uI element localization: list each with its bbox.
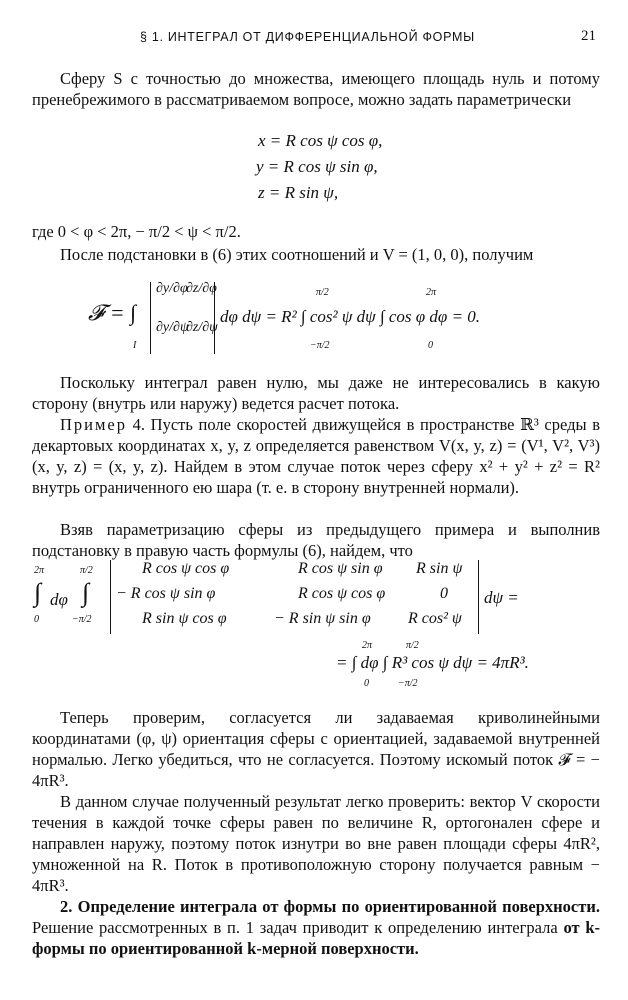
eq2-m13: R sin ψ bbox=[416, 560, 463, 577]
paragraph-substitution: После подстановки в (6) этих соотношений и V = (1, 0, 0), получим bbox=[60, 245, 534, 264]
eq1-det-cell-4: ∂z/∂ψ bbox=[186, 320, 218, 335]
eq2-outer-lower: 0 bbox=[34, 614, 39, 625]
example-4-text: 4. Пусть поле скоростей движущейся в пространстве ℝ³ среды в декартовых координатах x, y, z определяется равенством V(x, y, z) = (V¹, V², V³)(x, y, z) = (x, y, z). Найдем в этом случае поток через сферу x² + y² + z² = R² внутрь ограниченного ею шара (т. е. в сторону внутренней нормали). bbox=[32, 415, 600, 497]
eq1-det-cell-3: ∂y/∂ψ bbox=[156, 320, 189, 335]
eq2-inner-lower: −π/2 bbox=[72, 614, 92, 625]
eq1-int1-upper: π/2 bbox=[316, 287, 329, 298]
eq2-l2-lower2: −π/2 bbox=[398, 678, 418, 689]
eq2-det-right-bar bbox=[478, 560, 479, 634]
eq1-int2-lower: 0 bbox=[428, 340, 433, 351]
eq2-tail: dψ = bbox=[484, 588, 519, 607]
eq2-m12: R cos ψ sin φ bbox=[298, 560, 383, 577]
page-header bbox=[0, 28, 628, 48]
paragraph-orientation-check: Теперь проверим, согласуется ли задаваемая криволинейными координатами (φ, ψ) ориентация сферы с ориентацией, задаваемой внутренней нормалью. Легко убедиться, что не согласуется. Поэтому искомый поток 𝓕 = − 4πR³. bbox=[32, 708, 600, 790]
eq2-m31: R sin ψ cos φ bbox=[142, 610, 227, 627]
eq2-m23: 0 bbox=[440, 585, 448, 602]
param-eq-z: z = R sin ψ, bbox=[258, 183, 339, 202]
eq2-dphi: dφ bbox=[50, 590, 68, 609]
parameter-domain: где 0 < φ < 2π, − π/2 < ψ < π/2. bbox=[32, 222, 241, 241]
example-label: Пример bbox=[60, 415, 128, 434]
eq2-m33: R cos² ψ bbox=[408, 610, 462, 627]
eq2-m11: R cos ψ cos φ bbox=[142, 560, 230, 577]
eq1-det-cell-1: ∂y/∂φ bbox=[156, 281, 188, 296]
eq2-l2-upper2: π/2 bbox=[406, 640, 419, 651]
eq2-l2-upper1: 2π bbox=[362, 640, 373, 651]
paragraph-example-4 bbox=[32, 414, 600, 498]
running-title: § 1. ИНТЕГРАЛ ОТ ДИФФЕРЕНЦИАЛЬНОЙ ФОРМЫ bbox=[140, 30, 475, 44]
param-eq-y: y = R cos ψ sin φ, bbox=[256, 157, 378, 176]
eq1-int2-upper: 2π bbox=[426, 287, 437, 298]
paragraph-sphere-intro: Сферу S с точностью до множества, имеющего площадь нуль и потому пренебрежимого в рассматриваемом вопросе, можно задать параметрически bbox=[32, 69, 600, 109]
eq2-l2-lower1: 0 bbox=[364, 678, 369, 689]
eq2-m32: − R sin ψ sin φ bbox=[274, 610, 371, 627]
eq2-outer-upper: 2π bbox=[34, 565, 45, 576]
section-2-heading: 2. Определение интеграла от формы по ориентированной поверхности. bbox=[60, 897, 600, 916]
eq2-outer-integral: ∫ bbox=[34, 578, 42, 607]
eq2-inner-integral: ∫ bbox=[82, 578, 90, 607]
paragraph-verification: В данном случае полученный результат легко проверить: вектор V скорости течения в каждой точке сферы равен по величине R, ортогонален сфере и направлен наружу, поэтому поток изнутри во вне равен площади сферы 4πR², умноженной на R. Поток в противоположную сторону получается равным − 4πR³. bbox=[32, 792, 600, 895]
eq1-rhs: dφ dψ = R² ∫ cos² ψ dψ ∫ cos φ dφ = 0. bbox=[220, 307, 481, 326]
section-2-heading-end: от k-формы по ориентированной k-мерной поверхности. bbox=[32, 918, 600, 958]
eq2-inner-upper: π/2 bbox=[80, 565, 93, 576]
paragraph-zero-integral: Поскольку интеграл равен нулю, мы даже не интересовались в какую сторону (внутрь или наружу) ведется расчет потока. bbox=[32, 373, 600, 413]
eq2-m22: R cos ψ cos φ bbox=[298, 585, 386, 602]
param-eq-x: x = R cos ψ cos φ, bbox=[258, 131, 383, 150]
paragraph-parametrization: Взяв параметризацию сферы из предыдущего примера и выполнив подстановку в правую часть формулы (6), найдем, что bbox=[32, 520, 600, 560]
section-2-text: Решение рассмотренных в п. 1 задач приводит к определению интеграла bbox=[32, 918, 564, 937]
section-2-intro bbox=[32, 896, 600, 959]
eq1-lower-limit: I bbox=[133, 340, 137, 351]
eq2-m21: − R cos ψ sin φ bbox=[116, 585, 216, 602]
eq1-det-cell-2: ∂z/∂φ bbox=[186, 281, 217, 296]
eq1-int1-lower: −π/2 bbox=[310, 340, 330, 351]
eq2-det-left-bar bbox=[110, 560, 111, 634]
eq1-lhs: 𝓕 = ∫ bbox=[88, 300, 137, 325]
page-number: 21 bbox=[581, 28, 596, 44]
eq2-line2: = ∫ dφ ∫ R³ cos ψ dψ = 4πR³. bbox=[336, 653, 529, 672]
eq1-det-left-bar bbox=[150, 282, 151, 354]
